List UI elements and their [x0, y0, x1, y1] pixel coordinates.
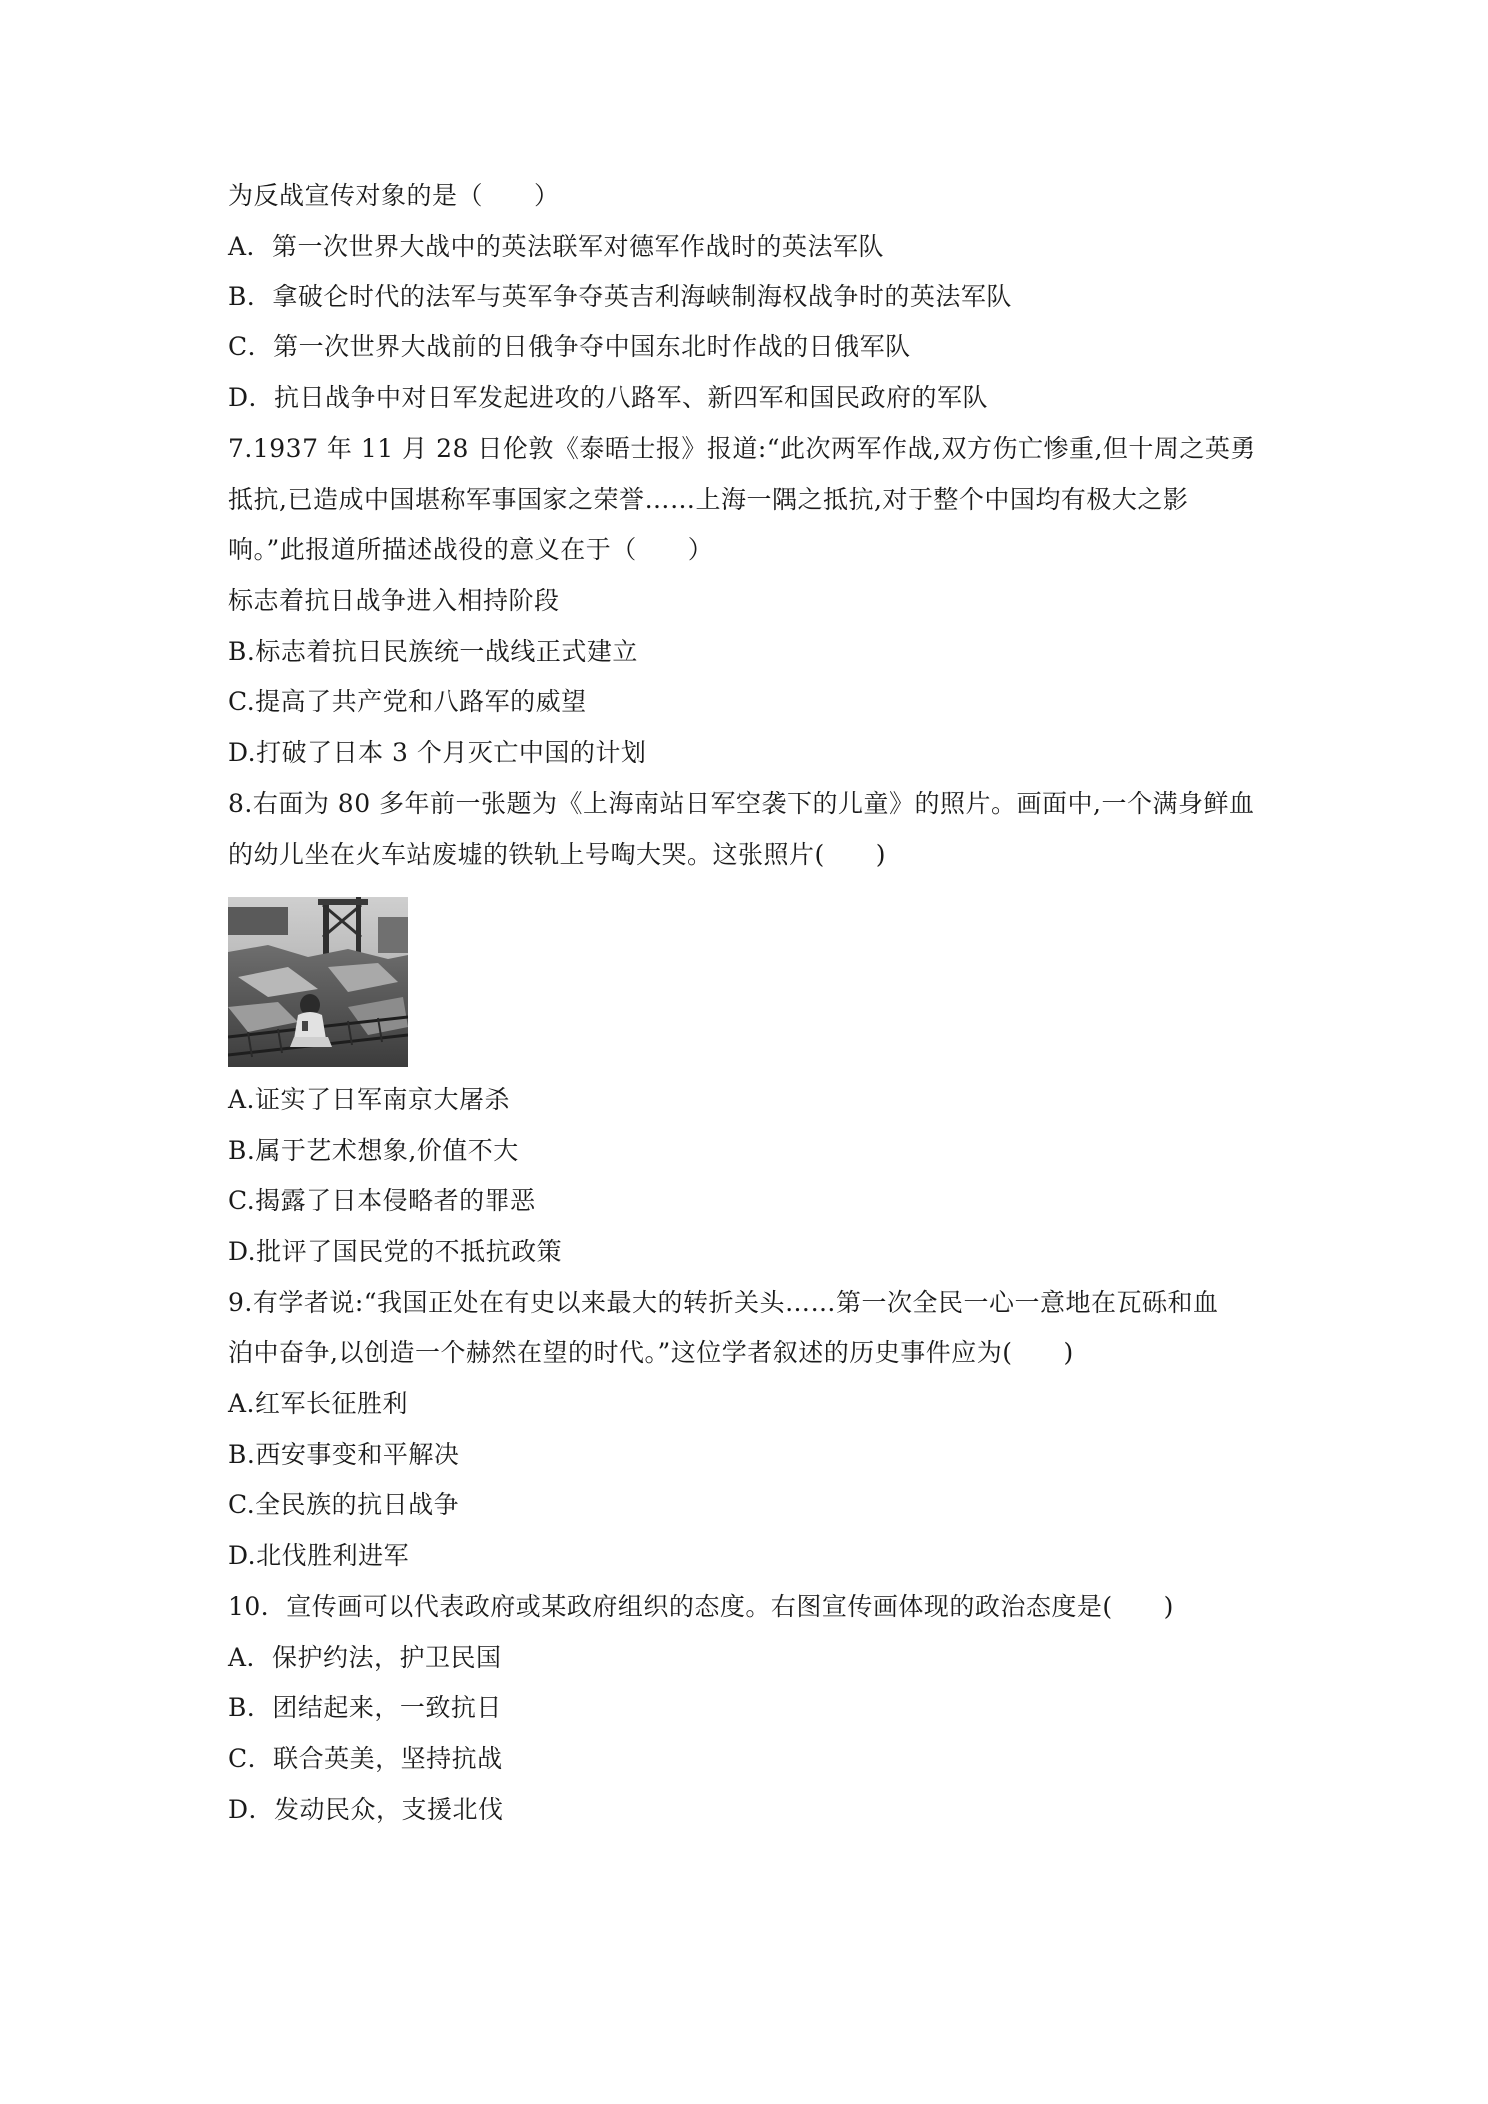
- q6-option-c: C．第一次世界大战前的日俄争夺中国东北时作战的日俄军队: [228, 332, 911, 361]
- q6-stem-tail: 为反战宣传对象的是（ ）: [228, 181, 560, 210]
- q8-option-d: D.批评了国民党的不抵抗政策: [228, 1237, 563, 1266]
- q10-option-b: B．团结起来，一致抗日: [228, 1693, 502, 1722]
- q6-option-a: A．第一次世界大战中的英法联军对德军作战时的英法军队: [228, 232, 885, 261]
- q8-option-a: A.证实了日军南京大屠杀: [228, 1085, 511, 1114]
- q9-option-c: C.全民族的抗日战争: [228, 1490, 460, 1519]
- q6-option-b: B．拿破仑时代的法军与英军争夺英吉利海峡制海权战争时的英法军队: [228, 282, 1012, 311]
- q7-stem-line-1: 7.1937 年 11 月 28 日伦敦《泰晤士报》报道:“此次两军作战,双方伤亡惨重,但十周之英勇: [228, 434, 1256, 463]
- q8-option-b: B.属于艺术想象,价值不大: [228, 1136, 519, 1165]
- q10-option-a: A．保护约法，护卫民国: [228, 1643, 502, 1672]
- q6-option-d: D．抗日战争中对日军发起进攻的八路军、新四军和国民政府的军队: [228, 383, 989, 412]
- q9-option-b: B.西安事变和平解决: [228, 1440, 460, 1469]
- q7-stem-line-3: 响。”此报道所描述战役的意义在于（ ）: [228, 535, 714, 564]
- q9-option-a: A.红军长征胜利: [228, 1389, 409, 1418]
- q10-option-c: C．联合英美，坚持抗战: [228, 1744, 503, 1773]
- war-photo-child-in-ruins: [228, 897, 408, 1067]
- q8-stem-line-1: 8.右面为 80 多年前一张题为《上海南站日军空袭下的儿童》的照片。画面中,一个满身鲜血: [228, 789, 1255, 818]
- q7-option-c: C.提高了共产党和八路军的威望: [228, 687, 587, 716]
- q8-option-c: C.揭露了日本侵略者的罪恶: [228, 1186, 536, 1215]
- q7-option-d: D.打破了日本 3 个月灭亡中国的计划: [228, 738, 647, 767]
- q8-stem-line-2: 的幼儿坐在火车站废墟的铁轨上号啕大哭。这张照片( ): [228, 840, 887, 869]
- q9-stem-line-1: 9.有学者说:“我国正处在有史以来最大的转折关头……第一次全民一心一意地在瓦砾和血: [228, 1288, 1219, 1317]
- photo-illustration: [228, 897, 408, 1067]
- q10-stem: 10．宣传画可以代表政府或某政府组织的态度。右图宣传画体现的政治态度是( ): [228, 1592, 1174, 1621]
- q9-option-d: D.北伐胜利进军: [228, 1541, 410, 1570]
- q7-option-a: 标志着抗日战争进入相持阶段: [228, 586, 560, 615]
- q7-option-b: B.标志着抗日民族统一战线正式建立: [228, 637, 638, 666]
- q9-stem-line-2: 泊中奋争,以创造一个赫然在望的时代。”这位学者叙述的历史事件应为( ): [228, 1338, 1074, 1367]
- q10-option-d: D．发动民众，支援北伐: [228, 1795, 504, 1824]
- q7-stem-line-2: 抵抗,已造成中国堪称军事国家之荣誉……上海一隅之抵抗,对于整个中国均有极大之影: [228, 485, 1189, 514]
